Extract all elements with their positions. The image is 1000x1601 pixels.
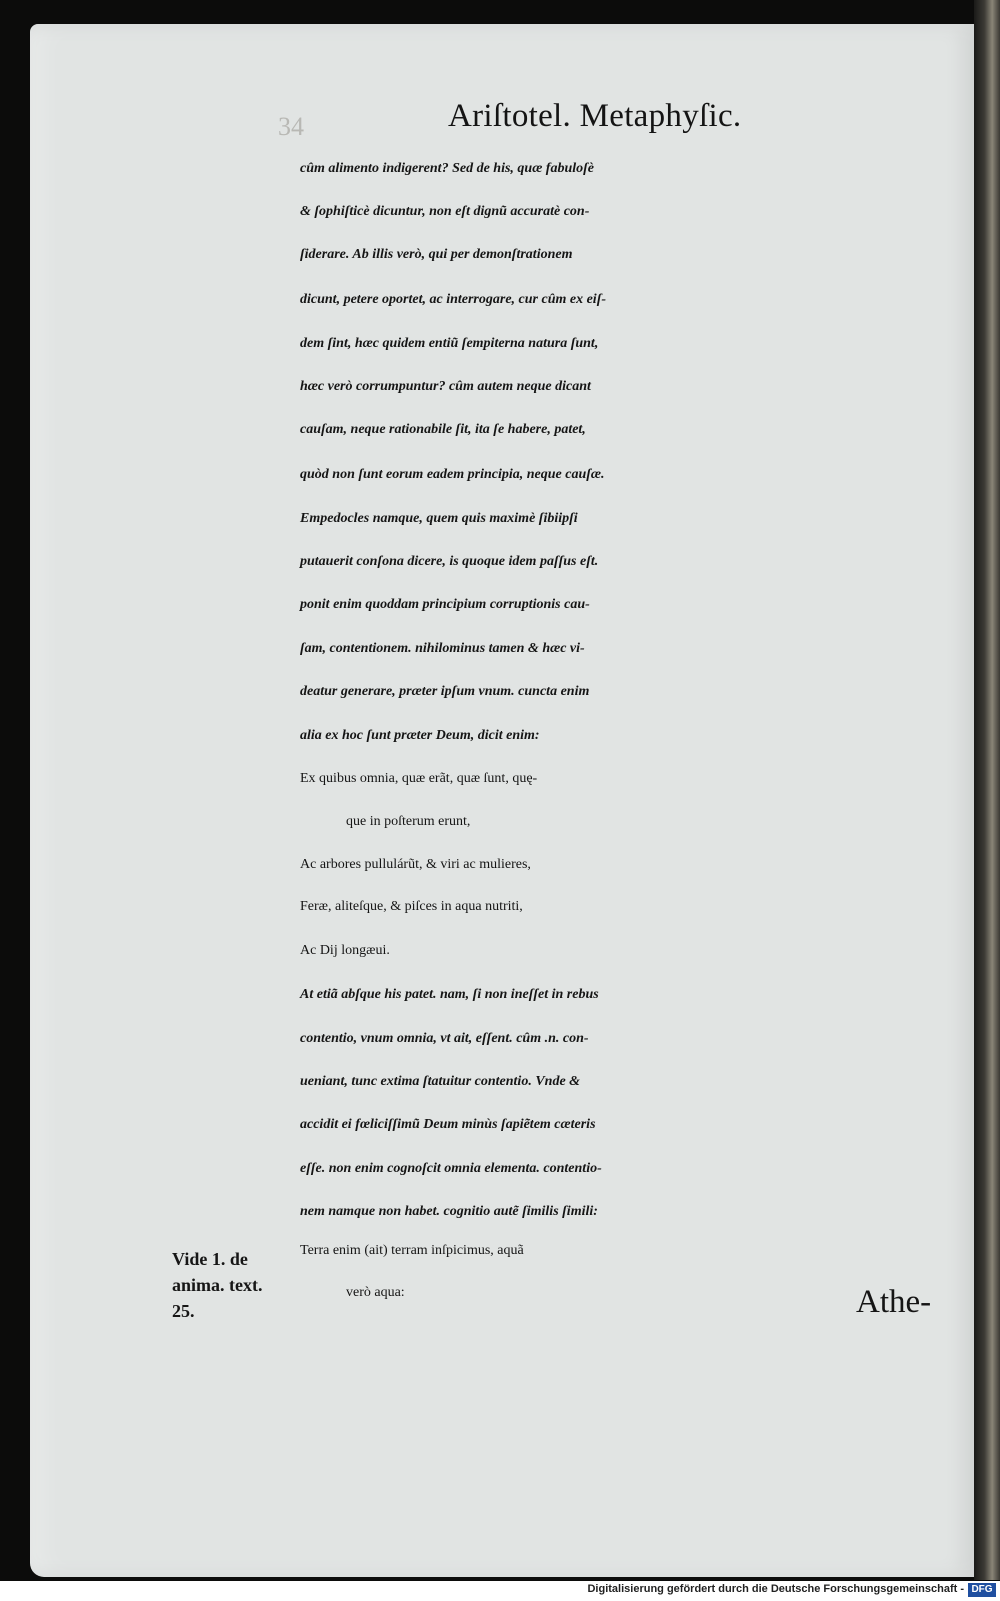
margin-note-line: 25. [172, 1301, 195, 1322]
text-line: Ac arbores pullulárũt, & viri ac mulieres, [300, 857, 531, 872]
text-line: ueniant, tunc extima ſtatuitur contentio. Vnde & [300, 1074, 581, 1089]
text-line: que in poſterum erunt, [346, 814, 471, 829]
text-line: Ac Dij longæui. [300, 943, 390, 958]
text-line: putauerit conſona dicere, is quoque idem paſſus eſt. [300, 554, 599, 569]
text-line: nem namque non habet. cognitio autẽ ſimilis ſimili: [300, 1204, 598, 1219]
text-line: & ſophiſticè dicuntur, non eſt dignũ accuratè con- [300, 204, 590, 219]
text-line: contentio, vnum omnia, vt ait, eſſent. cûm .n. con- [300, 1031, 589, 1046]
text-line: Empedocles namque, quem quis maximè ſibiipſi [300, 511, 578, 526]
margin-note-line: anima. text. [172, 1275, 263, 1296]
text-line: At etiã abſque his patet. nam, ſi non ineſſet in rebus [300, 987, 599, 1002]
text-line: ſam, contentionem. nihilominus tamen & hæc vi- [300, 641, 585, 656]
text-line: cauſam, neque rationabile ſit, ita ſe habere, patet, [300, 422, 586, 437]
text-line: accidit ei fœliciſſimũ Deum minùs ſapiẽtem cæteris [300, 1117, 596, 1132]
text-line: Ex quibus omnia, quæ erãt, quæ ſunt, quę- [300, 771, 538, 786]
text-line: quòd non ſunt eorum eadem principia, neque cauſæ. [300, 467, 605, 482]
margin-note [172, 1246, 312, 1324]
running-head: Ariſtotel. Metaphyſic. [448, 98, 742, 134]
text-line: Feræ, aliteſque, & piſces in aqua nutriti, [300, 899, 523, 914]
dfg-logo: DFG [968, 1583, 996, 1597]
text-line: verò aqua: [346, 1285, 405, 1300]
text-line: ponit enim quoddam principium corruptionis cau- [300, 597, 590, 612]
text-line: dicunt, petere oportet, ac interrogare, cur cûm ex eiſ- [300, 292, 607, 307]
catchword: Athe- [856, 1284, 932, 1320]
book-binding-edge [974, 0, 1000, 1580]
text-line: dem ſint, hæc quidem entiũ ſempiterna natura ſunt, [300, 336, 599, 351]
text-line: cûm alimento indigerent? Sed de his, quæ fabuloſè [300, 161, 595, 176]
text-line: Terra enim (ait) terram inſpicimus, aquã [300, 1243, 524, 1258]
text-line: ſiderare. Ab illis verò, qui per demonſtrationem [300, 247, 573, 262]
folio-number: 34 [278, 112, 304, 141]
margin-note-line: Vide 1. de [172, 1249, 248, 1269]
text-line: alia ex hoc ſunt præter Deum, dicit enim: [300, 728, 540, 743]
text-line: hæc verò corrumpuntur? cûm autem neque dicant [300, 379, 591, 394]
text-line: eſſe. non enim cognoſcit omnia elementa. contentio- [300, 1161, 602, 1176]
text-line: deatur generare, præter ipſum vnum. cuncta enim [300, 684, 590, 699]
footer-credit: Digitalisierung gefördert durch die Deutsche Forschungsgemeinschaft - [587, 1583, 964, 1595]
